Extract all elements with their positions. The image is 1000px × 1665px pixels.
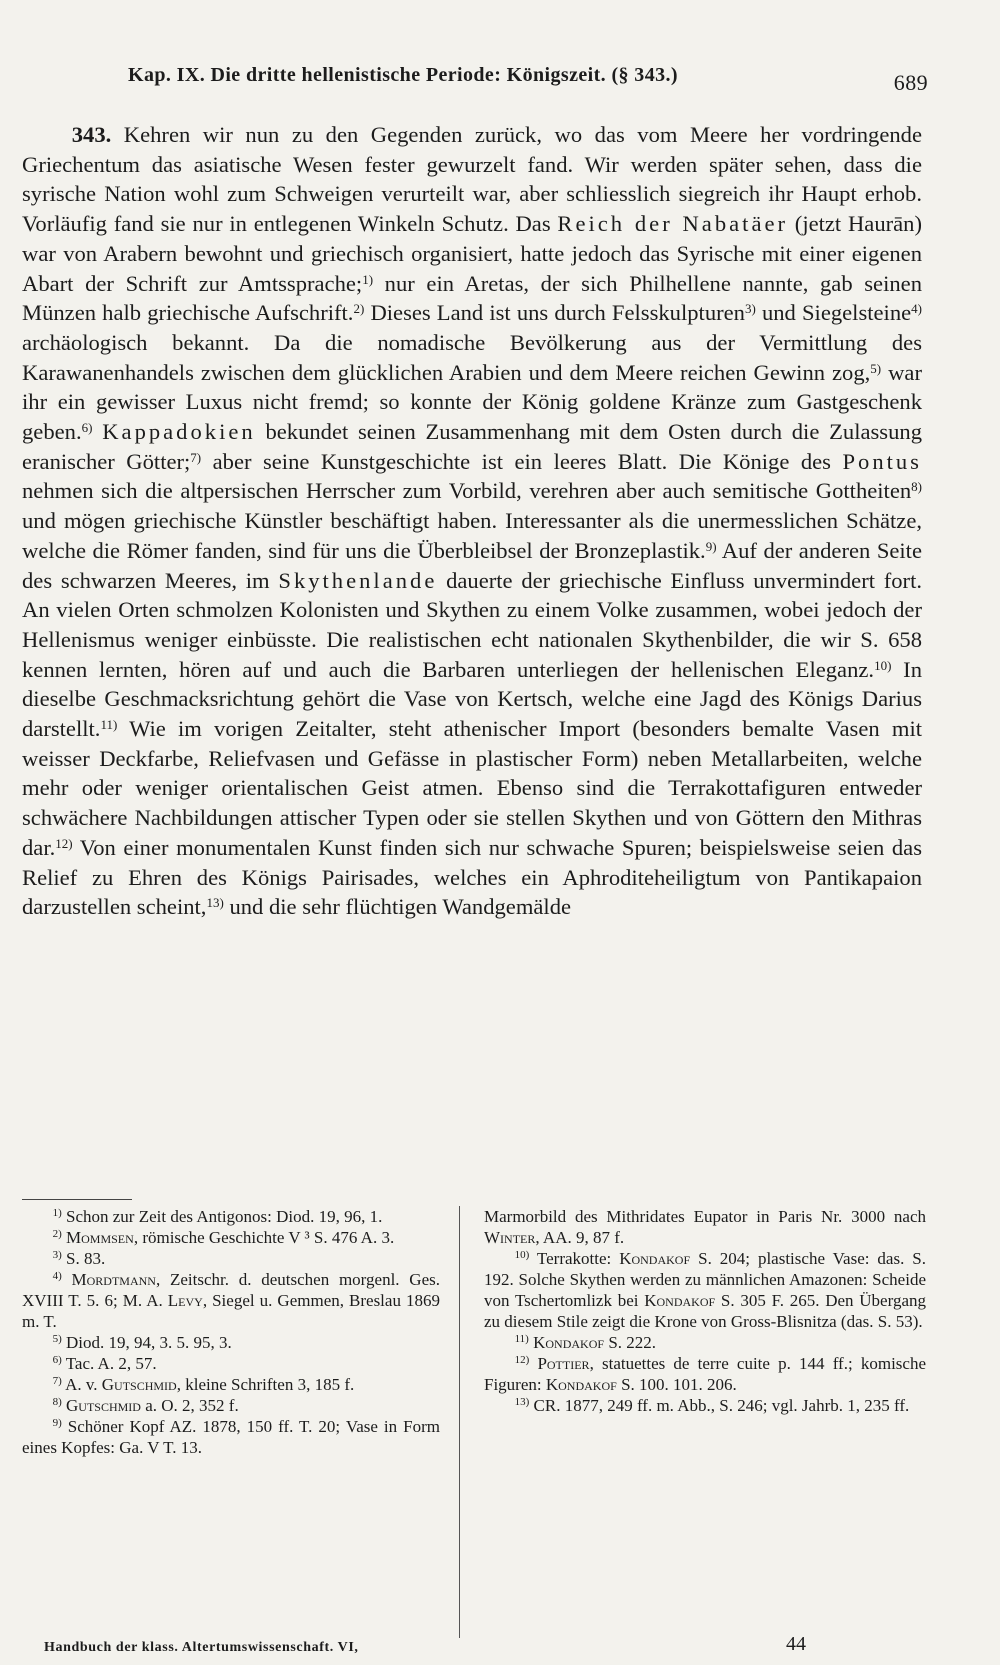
author-name: Gutschmid	[101, 1375, 177, 1394]
footnote-text: , statuettes de terre cuite p. 144 ff.; komische Figuren:	[484, 1354, 927, 1394]
page-number: 689	[893, 70, 928, 95]
footnote-text: Schon zur Zeit des Antigonos: Diod. 19, 96, 1.	[61, 1207, 383, 1226]
footnote-1	[22, 1206, 440, 1227]
spaced-term: Reich der Nabatäer	[557, 211, 789, 237]
main-text	[22, 120, 922, 922]
footnote-6	[22, 1353, 440, 1374]
footnote-text: Diod. 19, 94, 3. 5. 95, 3.	[61, 1333, 232, 1352]
footnote-number: 3)	[52, 1249, 62, 1261]
text-run: aber seine Kunstgeschichte ist ein leeres Blatt. Die Könige des	[201, 448, 843, 474]
footnote-text: S. 305 F. 265. Den Übergang zu diesem Stile zeigt die Krone von Gross-Blisnitza (das. S. 53).	[484, 1291, 927, 1331]
author-name: Mommsen	[66, 1228, 134, 1247]
text-run: und die sehr flüchtigen Wandgemälde	[223, 894, 572, 920]
footnote-text: A. v.	[61, 1375, 102, 1394]
text-run: bekundet seinen Zusammenhang mit dem Osten durch die Zulassung eranischer Götter;	[22, 419, 922, 474]
footnote-number: 1)	[52, 1207, 62, 1219]
sheet-number: 44	[786, 1633, 806, 1655]
author-name: Kondakof	[619, 1249, 691, 1268]
footnote-text: S. 100. 101. 206.	[616, 1375, 737, 1394]
text-run: und Siegelsteine	[755, 300, 912, 326]
footnote-ref: 3)	[744, 301, 756, 317]
footnote-text: Tac. A. 2, 57.	[61, 1354, 157, 1373]
footnote-text: S. 83.	[61, 1249, 106, 1268]
footnote-12	[484, 1353, 926, 1395]
spaced-term: Kappadokien	[102, 419, 256, 445]
footnote-number: 9)	[52, 1417, 62, 1429]
footnote-13	[484, 1395, 926, 1416]
text-run: Von einer monumentalen Kunst finden sich nur schwache Spuren; beispielsweise seien das Relief zu Ehren des Königs Pairisades, welches ein Aphroditeheiligtum von Pantikapaion darzustellen scheint,	[22, 834, 922, 920]
spaced-term: Pontus	[842, 448, 922, 474]
footnote-ref: 12)	[55, 835, 73, 851]
footnote-ref: 6)	[81, 420, 93, 436]
footnote-number: 8)	[52, 1396, 62, 1408]
spaced-term: Skythenlande	[278, 567, 438, 593]
footnote-text: CR. 1877, 249 ff. m. Abb., S. 246; vgl. Jahrb. 1, 235 ff.	[529, 1396, 910, 1415]
footer-signature: Handbuch der klass. Altertumswissenschaft. VI,	[44, 1640, 359, 1655]
footnote-text: , römische Geschichte V ³ S. 476 A. 3.	[133, 1228, 395, 1247]
footnote-text: S. 222.	[604, 1333, 657, 1352]
text-run: Dieses Land ist uns durch Felsskulpturen	[364, 300, 745, 326]
footnote-ref: 11)	[100, 717, 118, 733]
footnote-number: 2)	[52, 1228, 62, 1240]
footnote-text: Terrakotte:	[529, 1249, 620, 1268]
text-run	[92, 419, 102, 444]
footnote-text: Schöner Kopf AZ. 1878, 150 ff. T. 20; Vase in Form eines Kopfes: Ga. V T. 13.	[22, 1417, 440, 1457]
footnote-9	[22, 1416, 440, 1458]
footnote-3	[22, 1248, 440, 1269]
text-run: archäologisch bekannt. Da die nomadische Bevölkerung aus der Vermittlung des Karawanenhandels zwischen dem glücklichen Arabien und dem Meere reichen Gewinn zog,	[22, 329, 922, 385]
footnote-ref: 4)	[911, 301, 922, 317]
author-name: Kondakof	[644, 1291, 716, 1310]
author-name: Winter	[484, 1228, 536, 1247]
footnote-2	[22, 1227, 440, 1248]
footnote-ref: 7)	[190, 449, 202, 465]
footnote-10	[484, 1248, 926, 1332]
footnotes-left-column	[22, 1206, 440, 1458]
paragraph-343	[22, 120, 922, 922]
author-name: Gutschmid	[66, 1396, 141, 1415]
author-name: Kondakof	[545, 1375, 617, 1394]
footnote-number: 7)	[52, 1375, 62, 1387]
footnotes-right-column	[484, 1206, 926, 1416]
text-run: In dieselbe Geschmacksrichtung gehört die Vase von Kertsch, welche eine Jagd des Königs Darius darstellt.	[22, 656, 922, 742]
footnote-5	[22, 1332, 440, 1353]
footnote-text: S. 204; plastische Vase: das. S. 192. Solche Skythen werden zu männlichen Amazonen: Scheide von Tschertomlizk bei	[484, 1249, 926, 1310]
footnote-number: 5)	[52, 1333, 62, 1345]
footnote-11	[484, 1332, 926, 1353]
footnote-text: a. O. 2, 352 f.	[140, 1396, 239, 1415]
footnote-number: 11)	[514, 1333, 529, 1345]
footnote-text: Marmorbild des Mithridates Eupator in Paris Nr. 3000 nach	[484, 1207, 926, 1226]
footnote-number: 10)	[514, 1249, 530, 1261]
footnote-4	[22, 1269, 440, 1332]
text-run: (jetzt Haurān) war von Arabern bewohnt und griechisch organisiert, hatte jedoch das Syrische mit einer eigenen Abart der Schrift zur Amtssprache;	[22, 211, 922, 296]
text-run: Auf der anderen Seite des schwarzen Meeres, im	[22, 537, 922, 593]
footnote-ref: 8)	[911, 479, 922, 495]
text-run: war ihr ein gewisser Luxus nicht fremd; so konnte der König goldene Kränze zum Gastgeschenk geben.	[22, 359, 922, 445]
running-title: Kap. IX. Die dritte hellenistische Periode: Königszeit. (§ 343.)	[128, 64, 678, 86]
running-head	[128, 64, 928, 95]
text-run: dauerte der griechische Einfluss unvermindert fort. An vielen Orten schmolzen Kolonisten und Skythen zu einem Volke zusammen, wobei jedoch der Hellenismus weniger einbüsste. Die realistischen echt nationalen Skythenbilder, die wir S. 658 kennen lernten, hören auf und auch die Barbaren unterliegen der hellenischen Eleganz.	[22, 567, 923, 682]
footnote-text: , AA. 9, 87 f.	[535, 1228, 625, 1247]
text-run: und mögen griechische Künstler beschäftigt haben. Interessanter als die unermesslichen Schätze, welche die Römer fanden, sind für uns die Überbleibsel der Bronzeplastik.	[22, 508, 922, 563]
author-name: Kondakof	[533, 1333, 605, 1352]
footnote-number: 12)	[514, 1354, 530, 1366]
footnote-number: 6)	[52, 1354, 62, 1366]
footnote-rule	[22, 1199, 132, 1200]
footnote-ref: 9)	[705, 538, 717, 554]
footnote-text: , Zeitschr. d. deutschen morgenl. Ges. XVIII T. 5. 6; M. A.	[22, 1270, 440, 1310]
footnote-number: 13)	[514, 1396, 530, 1408]
footnote-ref: 10)	[874, 657, 892, 673]
author-name: Levy	[167, 1291, 203, 1310]
text-run: Kehren wir nun zu den Gegenden zurück, wo das vom Meere her vordringende Griechentum das asiatische Wesen fester gewurzelt fand. Wir werden später sehen, dass die syrische Nation wohl zum Schweigen verurteilt war, aber schliesslich siegreich ihr Haupt erhob. Vorläufig fand sie nur in entlegenen Winkeln Schutz. Das	[22, 122, 922, 237]
footnote-8	[22, 1395, 440, 1416]
footnote-9-continuation	[484, 1206, 926, 1248]
footnote-ref: 2)	[353, 301, 365, 317]
footnote-ref: 5)	[870, 360, 882, 376]
text-run: nehmen sich die altpersischen Herrscher zum Vorbild, verehren aber auch semitische Gottheiten	[22, 478, 912, 504]
text-run: Wie im vorigen Zeitalter, steht athenischer Import (besonders bemalte Vasen mit weisser Deckfarbe, Reliefvasen und Gefässe in plastischer Form) neben Metallarbeiten, welche mehr oder weniger orientalischen Geist atmen. Ebenso sind die Terrakottafiguren entweder schwächere Nachbildungen attischer Typen oder sie stellen Skythen und von Göttern den Mithras dar.	[22, 716, 922, 860]
author-name: Mordtmann	[71, 1270, 156, 1289]
paragraph-number: 343.	[71, 122, 112, 147]
footnote-ref: 1)	[362, 271, 374, 287]
footnote-text: , kleine Schriften 3, 185 f.	[176, 1375, 355, 1394]
footnote-7	[22, 1374, 440, 1395]
text-run: nur ein Aretas, der sich Philhellene nannte, gab seinen Münzen halb griechische Aufschrift.	[22, 270, 922, 326]
author-name: Pottier	[537, 1354, 590, 1373]
column-divider	[459, 1206, 460, 1638]
footnote-number: 4)	[52, 1270, 62, 1282]
footnote-text: , Siegel u. Gemmen, Breslau 1869 m. T.	[22, 1291, 440, 1331]
footnote-ref: 13)	[206, 895, 224, 911]
